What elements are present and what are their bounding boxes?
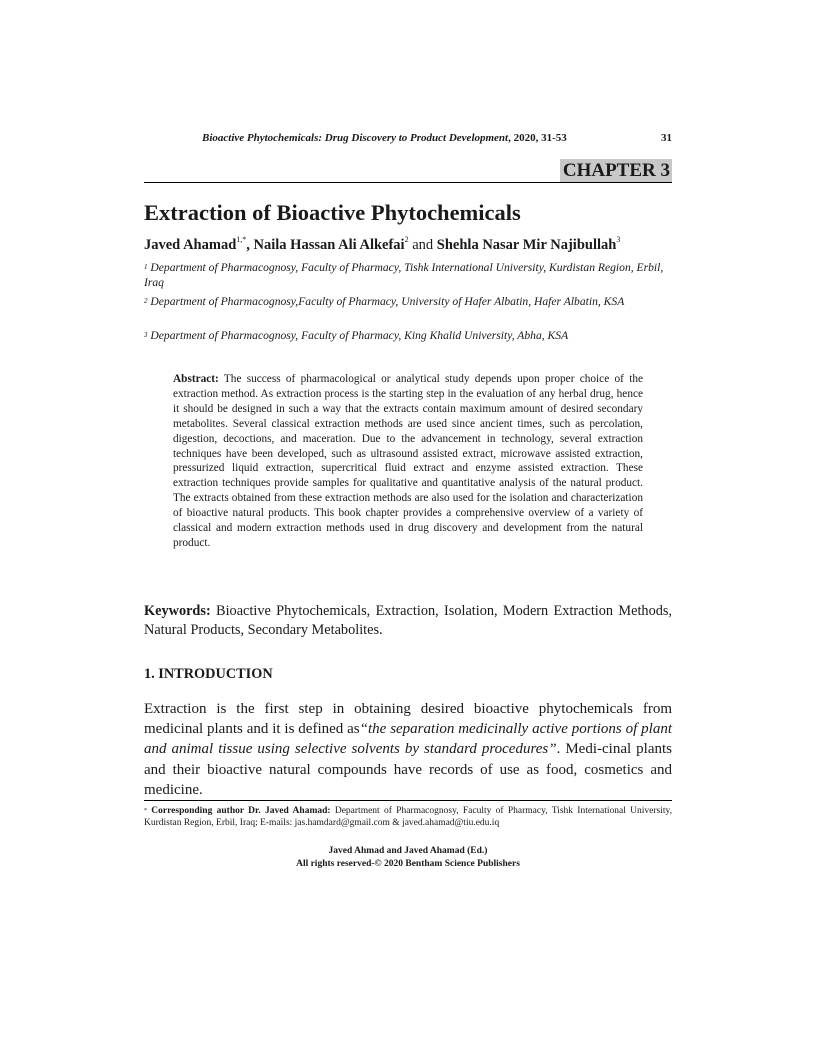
abstract-label: Abstract: xyxy=(173,373,219,385)
footnote-text: Department of Pharmacognosy, Faculty of Pharmacy, Tishk International University, Kurdistan Region, Erbil, Iraq; E-mails: jas.hamdard@gmail.com & javed.ahamad@tiu.edu.iq xyxy=(144,806,672,829)
chapter-title: Extraction of Bioactive Phytochemicals xyxy=(144,200,521,225)
author-2-affil: 2 xyxy=(404,235,409,244)
author-3-affil: 3 xyxy=(616,235,621,244)
intro-text-after: . Medi-cinal plants and their bioactive natural compounds have records of use as food, cosmetics and medicine. xyxy=(144,741,672,798)
intro-quote: “the separation medicinally active portions of plant and animal tissue using selective solvents by standard procedures” xyxy=(144,721,672,758)
journal-title: Bioactive Phytochemicals: Drug Discovery to Product Development xyxy=(202,132,509,144)
footer-rights: All rights reserved-© 2020 Bentham Science Publishers xyxy=(296,858,520,869)
affiliation-2-text: Department of Pharmacognosy,Faculty of Pharmacy, University of Hafer Albatin, Hafer Albatin, KSA xyxy=(147,295,625,308)
publication-details: , 2020, 31-53 xyxy=(508,132,567,144)
page-footer xyxy=(144,845,672,870)
footnote-rule xyxy=(144,800,672,801)
affiliation-3-text: Department of Pharmacognosy, Faculty of Pharmacy, King Khalid University, Abha, KSA xyxy=(147,329,569,342)
footer-editors: Javed Ahmad and Javed Ahamad (Ed.) xyxy=(328,846,488,856)
affiliation-1 xyxy=(144,260,672,290)
header-rule xyxy=(144,182,672,183)
affiliation-2-number: 2 xyxy=(144,297,148,305)
author-1-name: Javed Ahamad xyxy=(144,237,237,253)
keywords-label: Keywords: xyxy=(144,603,211,619)
affiliation-1-number: 1 xyxy=(144,263,148,271)
intro-text-before: Extraction is the first step in obtaining desired bioactive phytochemicals from medicinal plants and it is defined as xyxy=(144,701,672,738)
footnote-marker: * xyxy=(144,808,147,814)
abstract-text: The success of pharmacological or analytical study depends upon proper choice of the extraction method. As extraction process is the starting step in the evaluation of any herbal drug, hence it should be designed in such a way that the extracts contain maximum amount of desired secondary metabolites. Several classical extraction methods are used since ancient times, such as percolation, digestion, decoctions, and maceration. Due to the advancement in technology, several extraction techniques have been developed, such as ultrasound assisted extract, microwave assisted extraction, pressurized liquid extraction, supercritical fluid extract and enzyme assisted extraction. These extraction techniques provide samples for qualitative and quantitative analysis of the natural product. The extracts obtained from these extraction methods are also used for the isolation and characterization of bioactive natural products. This book chapter provides a comprehensive overview of a variety of classical and modern extraction methods used in drug discovery and development from the natural product. xyxy=(173,373,643,549)
author-conjunction: and xyxy=(408,237,437,253)
author-1-affil: 1,* xyxy=(236,235,247,244)
footnote-label: Corresponding author Dr. Javed Ahamad: xyxy=(147,806,331,816)
affiliation-2 xyxy=(144,294,672,309)
journal-citation xyxy=(202,132,567,144)
abstract xyxy=(173,372,643,551)
author-list xyxy=(144,237,620,254)
author-3-name: Shehla Nasar Mir Najibullah xyxy=(436,237,617,253)
section-heading: 1. INTRODUCTION xyxy=(144,666,273,682)
intro-paragraph xyxy=(144,699,672,800)
author-2-name: , Naila Hassan Ali Alkefai xyxy=(246,237,405,253)
affiliation-1-text: Department of Pharmacognosy, Faculty of Pharmacy, Tishk International University, Kurdistan Region, Erbil, Iraq xyxy=(144,261,664,289)
keywords-text: Bioactive Phytochemicals, Extraction, Isolation, Modern Extraction Methods, Natural Products, Secondary Metabolites. xyxy=(144,603,672,638)
corresponding-author-footnote xyxy=(144,805,672,830)
affiliation-3 xyxy=(144,328,672,343)
keywords xyxy=(144,602,672,640)
page-number: 31 xyxy=(661,132,672,144)
affiliation-3-number: 3 xyxy=(144,331,148,339)
chapter-label: CHAPTER 3 xyxy=(560,159,672,182)
